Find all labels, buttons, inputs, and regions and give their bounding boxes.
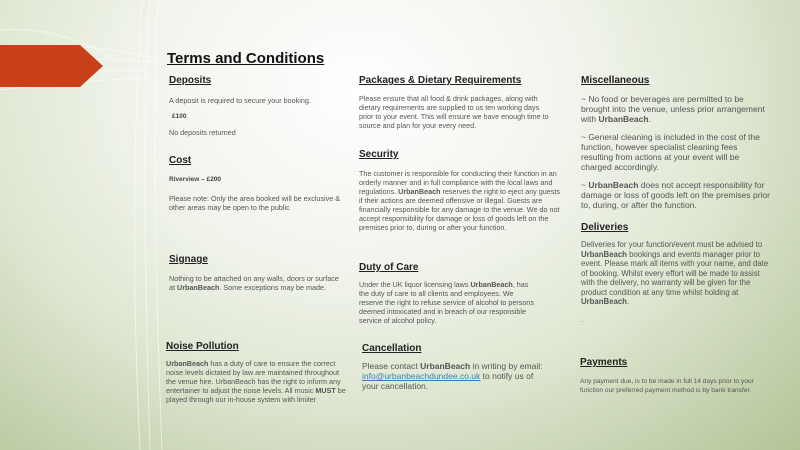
cancellation-heading: Cancellation [362, 343, 422, 354]
cancellation-section [362, 343, 547, 391]
signage-section [169, 254, 339, 292]
brand-name: UrbanBeach [588, 180, 639, 190]
misc-item-1: ~ No food or beverages are permitted to be brought into the venue, unless prior arrangement with UrbanBeach. [581, 94, 765, 124]
noise-section [166, 341, 346, 404]
cost-note: Please note: Only the area booked will be exclusive & other areas may be open to the public [169, 194, 341, 212]
deposits-line2: No deposits returned [169, 128, 236, 137]
security-heading: Security [359, 149, 399, 160]
brand-name: UrbanBeach [398, 187, 441, 196]
security-text: The customer is responsible for conducting their function in an orderly manner and in full compliance with the local laws and regulations. UrbanBeach reserves the right to eject any guests if their actions are deemed offensive or illegal. Guests are financially responsible for any damage to the venue. We do not accept responsibility for damage or loss of goods left on the premises prior to, during or after your function. [359, 169, 560, 232]
deposits-heading: Deposits [169, 75, 212, 86]
deposits-section [169, 75, 354, 137]
brand-name: UrbanBeach [166, 359, 209, 368]
brand-name: UrbanBeach [177, 283, 220, 292]
page-title: Terms and Conditions [167, 50, 325, 67]
noise-text: UrbanBeach has a duty of care to ensure the correct noise levels dictated by law are maintained throughout the venue hire. UrbanBeach has the right to inform any entertainer to adjust the noise levels. All music MUST be played through our in-house system with limiter [166, 359, 346, 404]
deliveries-text: Deliveries for your function/event must be advised to UrbanBeach bookings and events manager prior to event. Please mark all items with your name, and date of booking. Whilst every effort will be made to assist with the delivery, no warranty will be given for the product condition at any time whilst holding at UrbanBeach. [581, 240, 769, 306]
payments-heading: Payments [580, 357, 628, 368]
brand-name: UrbanBeach [470, 280, 513, 289]
cost-section [169, 155, 354, 212]
deliveries-section [581, 222, 771, 324]
packages-section [359, 75, 549, 130]
deliveries-dot: . [581, 314, 583, 324]
noise-heading: Noise Pollution [166, 341, 239, 352]
packages-text: Please ensure that all food & drink packages, along with dietary requirements are supplied to us ten working days prior to your event. This will ensure we have enough time to source and plan for your every need. [359, 94, 549, 130]
deposits-line1: A deposit is required to secure your booking. [169, 96, 311, 105]
duty-text: Under the UK liquor licensing laws UrbanBeach, has the duty of care to all clients and employees. We reserve the right to refuse service of alcohol to persons deemed intoxicated and in breach of our responsible service of alcohol policy. [359, 280, 534, 325]
brand-name: UrbanBeach [581, 249, 627, 259]
payments-section [580, 357, 760, 395]
brand-name: UrbanBeach [581, 297, 627, 306]
misc-item-2: ~ General cleaning is included in the cost of the function, however specialist cleaning fees resulting from actions at your event will be charged accordingly. [581, 132, 760, 172]
duty-section [359, 262, 539, 325]
duty-heading: Duty of Care [359, 262, 419, 273]
misc-section [581, 75, 771, 210]
security-section [359, 149, 564, 232]
signage-text: Nothing to be attached on any walls, doors or surface at UrbanBeach. Some exceptions may be made. [169, 274, 339, 292]
brand-name: UrbanBeach [598, 114, 649, 124]
misc-heading: Miscellaneous [581, 75, 650, 86]
packages-heading: Packages & Dietary Requirements [359, 75, 522, 86]
deliveries-heading: Deliveries [581, 222, 629, 233]
payments-text: Any payment due, is to be made in full 14 days prior to your function our preferred payment method is by bank transfer. [580, 378, 754, 394]
red-arrow-shape [0, 45, 103, 87]
cancellation-email-link[interactable]: info@urbanbeachdundee.co.uk [362, 371, 481, 381]
signage-heading: Signage [169, 254, 208, 265]
cost-venue-price: Riverview – £200 [169, 176, 222, 183]
cancellation-text: Please contact UrbanBeach in writing by email: info@urbanbeachdundee.co.uk to notify us of your cancellation. [362, 361, 543, 391]
cost-heading: Cost [169, 155, 192, 166]
deposits-amount: £100 [172, 113, 187, 120]
must-emphasis: MUST [315, 386, 336, 395]
misc-item-3: ~ UrbanBeach does not accept responsibility for damage or loss of goods left on the premises prior to, during, or after the function. [581, 180, 770, 210]
brand-name: UrbanBeach [420, 361, 471, 371]
